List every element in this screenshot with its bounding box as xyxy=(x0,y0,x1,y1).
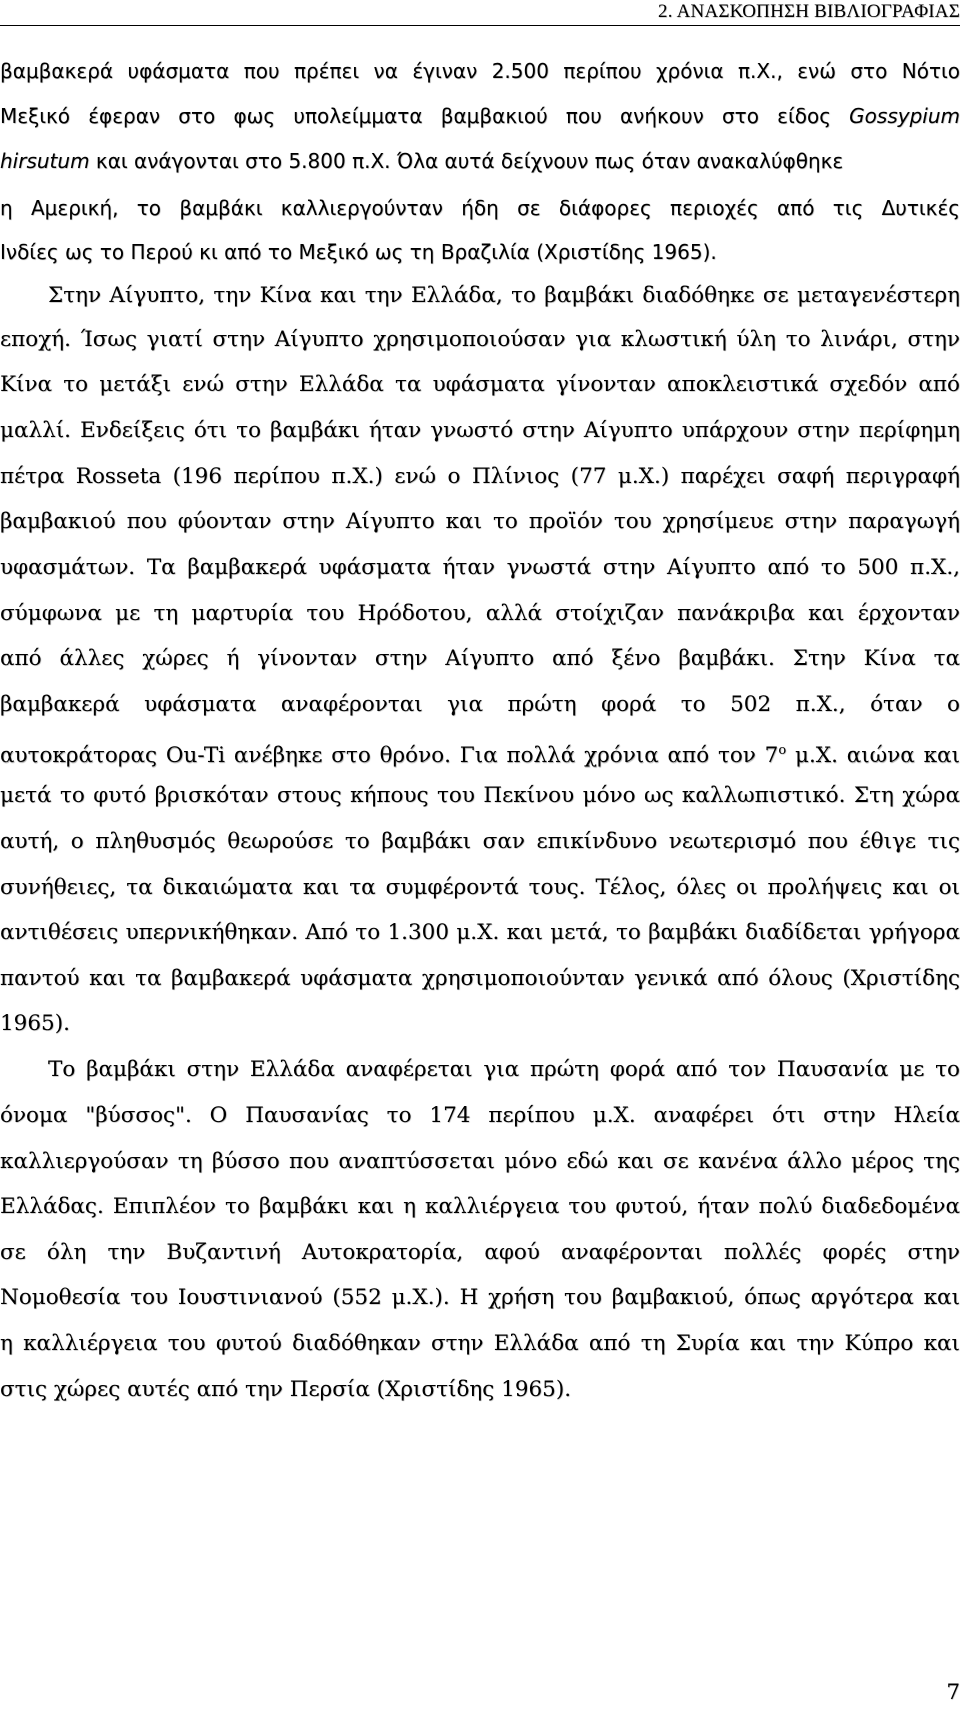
running-header xyxy=(0,0,960,26)
text-line xyxy=(0,598,960,630)
text-line xyxy=(0,55,960,87)
text-line xyxy=(0,1146,960,1178)
text-span: πέτρα Rosseta (196 περίπου π.Χ.) ενώ ο Πλίνιος (77 μ.Χ.) παρέχει σαφή περιγραφή xyxy=(0,464,960,489)
text-span: σύμφωνα με τη μαρτυρία του Ηρόδοτου, αλλά στοίχιζαν πανάκριβα και έρχονταν xyxy=(0,601,960,626)
text-line xyxy=(0,324,960,356)
text-line xyxy=(0,735,960,767)
text-span: Ελλάδας. Επιπλέον το βαμβάκι και η καλλιέργεια του φυτού, ήταν πολύ διαδεδομένα xyxy=(0,1194,960,1219)
text-span: στις χώρες αυτές από την Περσία (Χριστίδης 1965). xyxy=(0,1377,572,1402)
text-line xyxy=(0,872,960,904)
text-line xyxy=(0,369,960,401)
text-span: 1965). xyxy=(0,1011,70,1036)
text-span: Όλα αυτά δείχνουν πως όταν ανακαλύφθηκε xyxy=(396,149,844,173)
text-line xyxy=(0,1100,960,1132)
text-line xyxy=(0,236,717,268)
text-span: αντιθέσεις υπερνικήθηκαν. Από το 1.300 μ.Χ. και μετά, το βαμβάκι διαδίδεται γρήγορα xyxy=(0,920,960,945)
text-line xyxy=(0,1328,960,1360)
text-line xyxy=(0,1008,70,1040)
text-span: καλλιεργούσαν τη βύσσο που αναπτύσσεται μόνο εδώ και σε κανένα άλλο μέρος της xyxy=(0,1149,960,1174)
text-span: μ.Χ. αιώνα και xyxy=(794,743,960,769)
text-line xyxy=(0,145,960,177)
text-line xyxy=(48,1054,960,1086)
text-span: βαμβακιού που φύονταν στην Αίγυπτο και το προϊόν του χρησίμευε στην παραγωγή xyxy=(0,509,960,534)
text-span: αυτοκράτορας Ou-Ti ανέβηκε στο θρόνο. Για πολλά χρόνια από τον 7 xyxy=(0,743,779,769)
text-span: Το βαμβάκι στην Ελλάδα αναφέρεται για πρώτη φορά από τον Παυσανία με το xyxy=(48,1057,960,1082)
text-line xyxy=(0,643,960,675)
text-span: βαμβακερά υφάσματα που πρέπει να έγιναν 2.500 περίπου χρόνια π.Χ., ενώ στο Νότιο xyxy=(0,59,960,83)
text-span: μετά το φυτό βρισκόταν στους κήπους του Πεκίνου μόνο ως καλλωπιστικό. Στη χώρα xyxy=(0,783,960,808)
text-line xyxy=(0,100,960,132)
text-line xyxy=(0,963,960,995)
text-line xyxy=(48,280,960,312)
text-line xyxy=(0,917,960,949)
text-span: η Αμερική, το βαμβάκι καλλιεργούνταν ήδη σε διάφορες περιοχές από τις Δυτικές xyxy=(0,196,960,220)
page-number: 7 xyxy=(946,1680,960,1705)
text-span: η καλλιέργεια του φυτού διαδόθηκαν στην Ελλάδα από τη Συρία και την Κύπρο και xyxy=(0,1331,960,1356)
text-span: παντού και τα βαμβακερά υφάσματα χρησιμοποιούνταν γενικά από όλους (Χριστίδης xyxy=(0,966,960,991)
text-line xyxy=(0,1237,960,1269)
text-line xyxy=(0,552,960,584)
text-line xyxy=(0,461,960,493)
text-span: υφασμάτων. Τα βαμβακερά υφάσματα ήταν γνωστά στην Αίγυπτο από το 500 π.Χ., xyxy=(0,555,960,580)
species-name: Gossypium xyxy=(849,104,960,128)
species-name: hirsutum xyxy=(0,149,90,173)
text-span: Νομοθεσία του Ιουστινιανού (552 μ.Χ.). Η χρήση του βαμβακιού, όπως αργότερα και xyxy=(0,1285,960,1310)
text-span: εποχή. Ίσως γιατί στην Αίγυπτο χρησιμοποιούσαν για κλωστική ύλη το λινάρι, στην xyxy=(0,327,960,352)
text-line xyxy=(0,1191,960,1223)
text-line xyxy=(0,689,960,721)
text-span: συνήθειες, τα δικαιώματα και τα συμφέροντά τους. Τέλος, όλες οι προλήψεις και οι xyxy=(0,875,960,900)
text-span: όνομα "βύσσος". Ο Παυσανίας το 174 περίπου μ.Χ. αναφέρει ότι στην Ηλεία xyxy=(0,1103,960,1128)
text-span: σε όλη την Βυζαντινή Αυτοκρατορία, αφού αναφέρονται πολλές φορές στην xyxy=(0,1240,960,1265)
section-title: 2. ΑΝΑΣΚΟΠΗΣΗ ΒΙΒΛΙΟΓΡΑΦΙΑΣ xyxy=(658,1,960,22)
text-span: Μεξικό έφεραν στο φως υπολείμματα βαμβακιού που ανήκουν στο είδος xyxy=(0,104,831,128)
text-line xyxy=(0,415,960,447)
text-line xyxy=(0,1374,571,1406)
text-span: αυτή, ο πληθυσμός θεωρούσε το βαμβάκι σαν επικίνδυνο νεωτερισμό που έθιγε τις xyxy=(0,829,960,854)
text-span: από άλλες χώρες ή γίνονταν στην Αίγυπτο από ξένο βαμβάκι. Στην Κίνα τα xyxy=(0,646,960,671)
text-line xyxy=(0,506,960,538)
text-span: Ινδίες ως το Περού κι από το Μεξικό ως τη Βραζιλία (Χριστίδης 1965). xyxy=(0,240,717,264)
text-line xyxy=(0,1282,960,1314)
text-span: Στην Αίγυπτο, την Κίνα και την Ελλάδα, το βαμβάκι διαδόθηκε σε μεταγενέστερη xyxy=(48,283,960,308)
text-line xyxy=(0,192,960,224)
text-line xyxy=(0,780,960,812)
text-span: και ανάγονται στο 5.800 π.Χ. xyxy=(95,149,391,173)
text-span: βαμβακερά υφάσματα αναφέρονται για πρώτη φορά το 502 π.Χ., όταν ο xyxy=(0,692,960,717)
text-span: μαλλί. Ενδείξεις ότι το βαμβάκι ήταν γνωστό στην Αίγυπτο υπάρχουν στην περίφημη xyxy=(0,418,960,443)
text-line xyxy=(0,826,960,858)
text-span: Κίνα το μετάξι ενώ στην Ελλάδα τα υφάσματα γίνονταν αποκλειστικά σχεδόν από xyxy=(0,372,960,397)
superscript: ο xyxy=(778,743,787,758)
